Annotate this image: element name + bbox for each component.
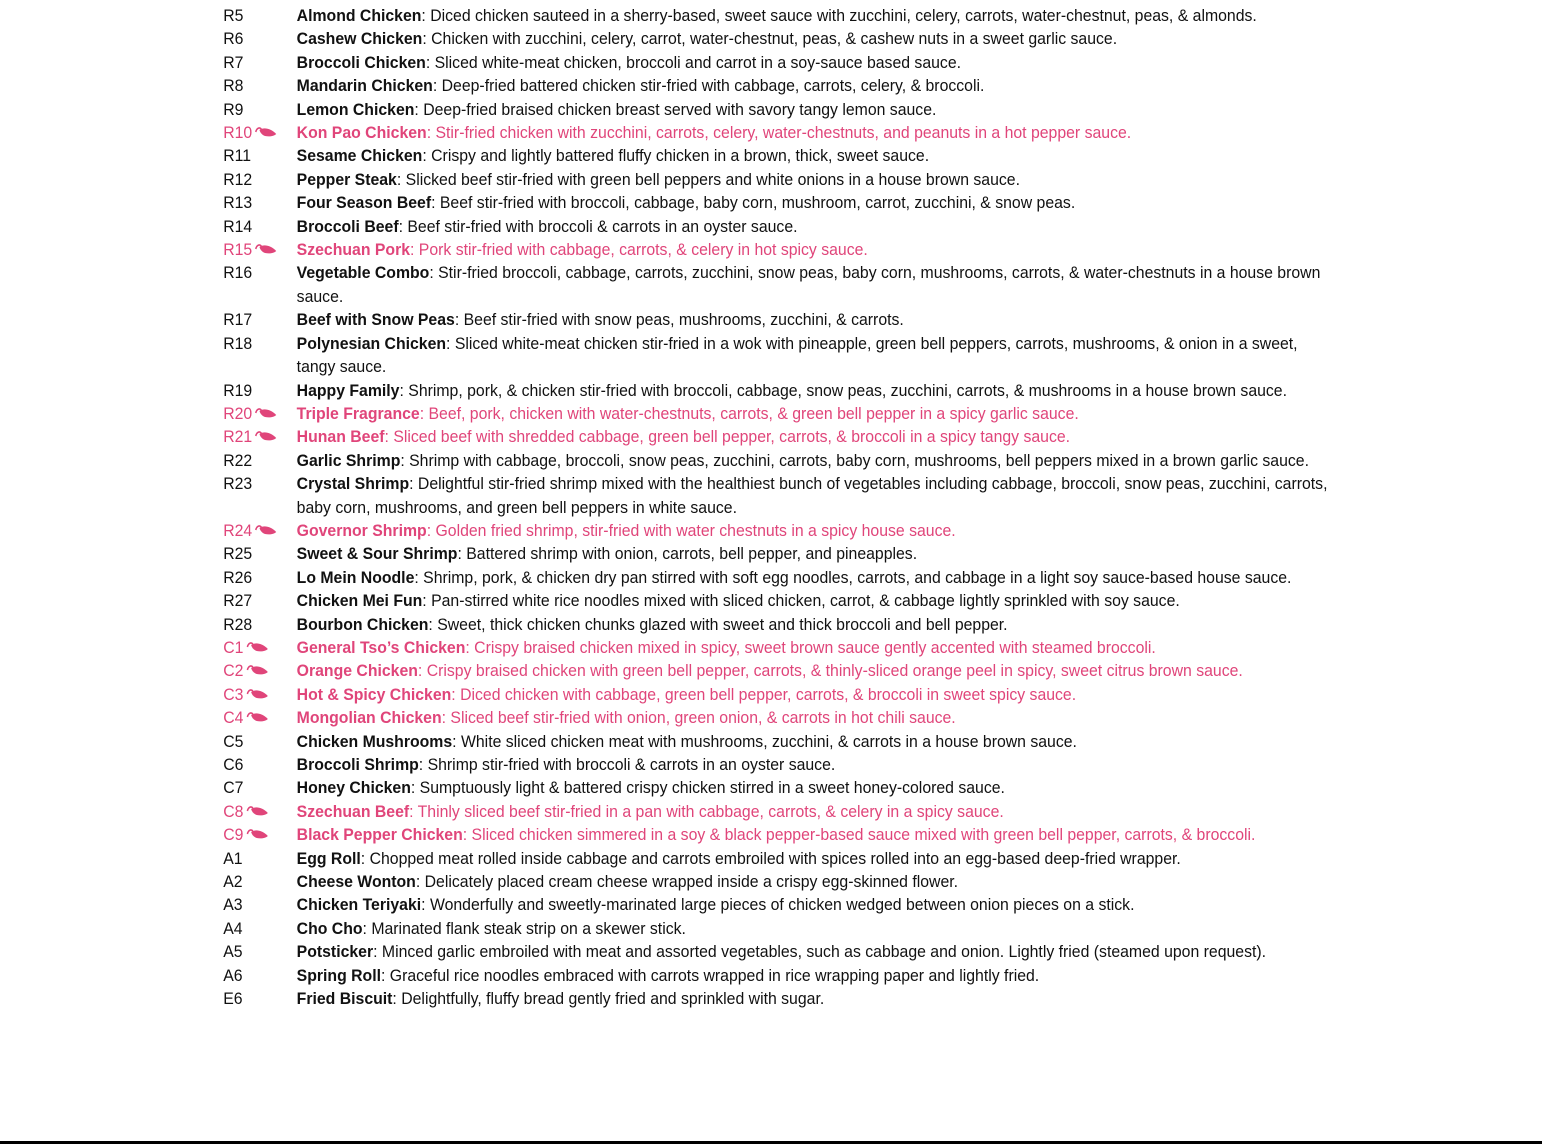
item-text bbox=[297, 425, 1334, 448]
item-name: Happy Family bbox=[296, 380, 400, 400]
item-code-label: R22 bbox=[223, 450, 253, 470]
item-code bbox=[223, 566, 252, 589]
menu-item bbox=[0, 636, 1434, 659]
item-code bbox=[223, 449, 252, 472]
item-name: Chicken Teriyaki bbox=[296, 895, 422, 915]
name-separator: : bbox=[422, 29, 432, 49]
item-text bbox=[297, 98, 1334, 121]
item-code-label: R6 bbox=[223, 29, 244, 49]
name-separator: : bbox=[422, 146, 432, 166]
name-separator: : bbox=[409, 474, 418, 494]
item-code-label: R16 bbox=[223, 263, 253, 283]
item-name: Broccoli Shrimp bbox=[296, 755, 419, 774]
chili-pepper-icon bbox=[245, 664, 269, 677]
menu-item bbox=[0, 4, 1434, 27]
item-name: Cheese Wonton bbox=[296, 872, 416, 892]
item-code-label: C7 bbox=[223, 778, 244, 798]
item-text bbox=[297, 636, 1334, 659]
menu-item bbox=[0, 51, 1434, 74]
item-code-label: R14 bbox=[223, 216, 253, 236]
item-name: Hunan Beef bbox=[296, 427, 385, 447]
item-text bbox=[297, 215, 1334, 238]
item-description: Crispy braised chicken with green bell pepper, carrots, & thinly-sliced orange peel in spicy, sweet citrus brown sauce. bbox=[426, 661, 1243, 681]
item-description: Deep-fried battered chicken stir-fried with cabbage, carrots, celery, & broccoli. bbox=[441, 76, 985, 96]
item-description: Sliced beef with shredded cabbage, green bell pepper, carrots, & broccoli in a spicy tangy sauce. bbox=[393, 427, 1071, 447]
item-code bbox=[223, 51, 243, 74]
name-separator: : bbox=[380, 965, 390, 985]
item-description: Graceful rice noodles embraced with carrots wrapped in rice wrapping paper and lightly fried. bbox=[389, 965, 1040, 985]
item-text bbox=[297, 800, 1334, 823]
name-separator: : bbox=[409, 801, 418, 821]
chili-pepper-icon bbox=[245, 641, 269, 654]
item-description: Diced chicken with cabbage, green bell pepper, carrots, & broccoli in sweet spicy sauce. bbox=[460, 684, 1077, 704]
item-text bbox=[297, 332, 1334, 379]
item-text bbox=[297, 566, 1334, 589]
item-code-label: R9 bbox=[223, 99, 244, 119]
item-text bbox=[297, 730, 1334, 753]
item-text bbox=[297, 893, 1334, 916]
menu-item bbox=[0, 847, 1434, 870]
item-code bbox=[223, 964, 242, 987]
menu-item bbox=[0, 74, 1434, 97]
item-description: Chicken with zucchini, celery, carrot, water-chestnut, peas, & cashew nuts in a sweet garlic sauce. bbox=[431, 29, 1118, 49]
item-description: Shrimp with cabbage, broccoli, snow peas, zucchini, carrots, baby corn, mushrooms, bell peppers mixed in a brown garlic sauce. bbox=[409, 450, 1309, 470]
item-code bbox=[223, 870, 242, 893]
name-separator: : bbox=[398, 216, 408, 236]
item-name: Vegetable Combo bbox=[296, 263, 430, 283]
menu-item bbox=[0, 964, 1434, 987]
item-code bbox=[223, 168, 252, 191]
item-text bbox=[297, 683, 1334, 706]
item-text bbox=[297, 402, 1334, 425]
menu-item bbox=[0, 683, 1434, 706]
name-separator: : bbox=[384, 427, 394, 447]
item-code bbox=[223, 847, 242, 870]
item-code bbox=[223, 191, 252, 214]
name-separator: : bbox=[421, 6, 431, 25]
menu-item bbox=[0, 308, 1434, 331]
item-text bbox=[297, 847, 1334, 870]
menu-item bbox=[0, 144, 1434, 167]
item-name: Orange Chicken bbox=[296, 661, 418, 681]
menu-item bbox=[0, 706, 1434, 729]
item-text bbox=[297, 542, 1334, 565]
item-code-label: R12 bbox=[223, 169, 253, 189]
menu-item bbox=[0, 566, 1434, 589]
menu-item bbox=[0, 800, 1434, 823]
item-name: Spring Roll bbox=[296, 965, 381, 985]
name-separator: : bbox=[428, 614, 438, 634]
name-separator: : bbox=[373, 942, 382, 962]
name-separator: : bbox=[417, 661, 427, 681]
menu-item bbox=[0, 261, 1434, 308]
item-code bbox=[223, 402, 278, 425]
item-text bbox=[297, 776, 1334, 799]
item-text bbox=[297, 613, 1334, 636]
item-description: Crispy and lightly battered fluffy chicken in a brown, thick, sweet sauce. bbox=[431, 146, 930, 166]
item-code-label: C3 bbox=[223, 684, 244, 704]
item-description: Beef stir-fried with broccoli & carrots in an oyster sauce. bbox=[407, 216, 798, 236]
menu-item bbox=[0, 402, 1434, 425]
menu-item bbox=[0, 168, 1434, 191]
menu-item bbox=[0, 379, 1434, 402]
item-code-label: R27 bbox=[223, 591, 253, 611]
item-code-label: C8 bbox=[223, 801, 244, 821]
item-code-label: A3 bbox=[223, 895, 243, 915]
name-separator: : bbox=[429, 263, 439, 283]
item-description: Battered shrimp with onion, carrots, bell pepper, and pineapples. bbox=[466, 544, 918, 564]
item-name: Lo Mein Noodle bbox=[296, 567, 415, 587]
item-text bbox=[297, 753, 1334, 776]
item-text bbox=[297, 940, 1334, 963]
name-separator: : bbox=[425, 52, 435, 72]
item-description: Sweet, thick chicken chunks glazed with sweet and thick broccoli and bell pepper. bbox=[437, 614, 1008, 634]
item-code-label: A4 bbox=[223, 918, 243, 938]
item-text bbox=[297, 27, 1334, 50]
item-code-label: R15 bbox=[223, 240, 253, 260]
item-name: Kon Pao Chicken bbox=[296, 123, 427, 143]
item-name: Sesame Chicken bbox=[296, 146, 423, 166]
item-name: Szechuan Pork bbox=[296, 240, 411, 260]
item-code bbox=[223, 940, 242, 963]
item-code bbox=[223, 472, 252, 495]
item-description: Stir-fried chicken with zucchini, carrots, celery, water-chestnuts, and peanuts in a hot pepper sauce. bbox=[435, 123, 1132, 143]
item-name: Potsticker bbox=[296, 942, 374, 962]
chili-pepper-icon bbox=[245, 688, 269, 701]
menu-item bbox=[0, 940, 1434, 963]
item-code-label: R19 bbox=[223, 380, 253, 400]
item-text bbox=[297, 706, 1334, 729]
item-text bbox=[297, 917, 1334, 940]
chili-pepper-icon bbox=[245, 711, 269, 724]
item-description: Thinly sliced beef stir-fried in a pan with cabbage, carrots, & celery in a spicy sauce. bbox=[417, 801, 1004, 821]
item-description: Sumptuously light & battered crispy chicken stirred in a sweet honey-colored sauce. bbox=[419, 778, 1005, 798]
chili-pepper-icon bbox=[245, 805, 269, 818]
item-name: Hot & Spicy Chicken bbox=[296, 684, 452, 704]
chili-pepper-icon bbox=[254, 407, 278, 420]
name-separator: : bbox=[465, 637, 475, 657]
menu-item bbox=[0, 98, 1434, 121]
item-code bbox=[223, 332, 252, 355]
name-separator: : bbox=[419, 403, 429, 423]
item-description: Sliced chicken simmered in a soy & black pepper-based sauce mixed with green bell pepper, carrots, & broccoli. bbox=[471, 825, 1256, 845]
item-name: Cho Cho bbox=[296, 918, 363, 938]
item-description: Deep-fried braised chicken breast served with savory tangy lemon sauce. bbox=[423, 99, 937, 119]
item-code-label: R20 bbox=[223, 403, 253, 423]
item-code-label: R10 bbox=[223, 123, 253, 143]
item-name: Polynesian Chicken bbox=[296, 333, 447, 353]
item-code-label: R11 bbox=[223, 146, 252, 166]
menu-item bbox=[0, 917, 1434, 940]
item-code bbox=[223, 730, 243, 753]
item-description: White sliced chicken meat with mushrooms, zucchini, & carrots in a house brown sauce. bbox=[460, 731, 1077, 751]
item-text bbox=[297, 987, 1334, 1010]
item-name: Broccoli Chicken bbox=[296, 52, 426, 72]
item-code bbox=[223, 261, 252, 284]
item-name: Governor Shrimp bbox=[296, 520, 427, 540]
item-description: Sliced white-meat chicken stir-fried in a wok with pineapple, green bell peppers, carrots, mushrooms, & onion in a sweet, tangy sauce. bbox=[296, 333, 1298, 377]
item-description: Shrimp, pork, & chicken stir-fried with broccoli, cabbage, snow peas, zucchini, carrots, & mushrooms in a house brown sauce. bbox=[408, 380, 1288, 400]
item-code-label: R24 bbox=[223, 520, 253, 540]
item-code-label: R5 bbox=[223, 6, 244, 25]
item-text bbox=[297, 823, 1334, 846]
item-code-label: R26 bbox=[223, 567, 253, 587]
menu-item bbox=[0, 776, 1434, 799]
item-code-label: R13 bbox=[223, 193, 253, 213]
item-code-label: C5 bbox=[223, 731, 244, 751]
item-code bbox=[223, 425, 278, 448]
item-code bbox=[223, 893, 242, 916]
item-name: Bourbon Chicken bbox=[296, 614, 429, 634]
item-name: Egg Roll bbox=[296, 848, 361, 868]
item-name: Honey Chicken bbox=[296, 778, 411, 798]
item-code bbox=[223, 215, 252, 238]
menu-item bbox=[0, 542, 1434, 565]
item-description: Delicately placed cream cheese wrapped inside a crispy egg-skinned flower. bbox=[424, 872, 959, 892]
item-code bbox=[223, 636, 269, 659]
item-name: Garlic Shrimp bbox=[296, 450, 401, 470]
name-separator: : bbox=[360, 848, 370, 868]
item-name: Sweet & Sour Shrimp bbox=[296, 544, 458, 564]
item-name: Chicken Mushrooms bbox=[296, 731, 453, 751]
item-name: Black Pepper Chicken bbox=[296, 825, 463, 845]
name-separator: : bbox=[418, 755, 428, 774]
item-name: Lemon Chicken bbox=[296, 99, 415, 119]
item-description: Delightful stir-fried shrimp mixed with the healthiest bunch of vegetables including cabbage, broccoli, snow peas, zucchini, carrots, baby corn, mushrooms, and green bell peppers in white sauce. bbox=[296, 474, 1328, 517]
item-name: Broccoli Beef bbox=[296, 216, 399, 236]
item-code bbox=[223, 4, 243, 27]
name-separator: : bbox=[415, 872, 425, 892]
name-separator: : bbox=[400, 450, 410, 470]
item-code-label: R21 bbox=[223, 427, 253, 447]
item-description: Beef, pork, chicken with water-chestnuts, carrots, & green bell pepper in a spicy garlic sauce. bbox=[428, 403, 1079, 423]
item-text bbox=[297, 659, 1334, 682]
item-name: Mandarin Chicken bbox=[296, 76, 433, 96]
item-code-label: R7 bbox=[223, 52, 244, 72]
chili-pepper-icon bbox=[254, 524, 278, 537]
menu-item bbox=[0, 893, 1434, 916]
item-name: Pepper Steak bbox=[296, 169, 397, 189]
menu-item bbox=[0, 613, 1434, 636]
menu-item bbox=[0, 987, 1434, 1010]
name-separator: : bbox=[421, 895, 430, 915]
item-code bbox=[223, 987, 242, 1010]
item-code bbox=[223, 74, 243, 97]
name-separator: : bbox=[410, 240, 419, 260]
menu-item bbox=[0, 659, 1434, 682]
item-code bbox=[223, 519, 278, 542]
item-description: Marinated flank steak strip on a skewer stick. bbox=[371, 918, 686, 938]
item-description: Chopped meat rolled inside cabbage and carrots embroiled with spices rolled into an egg-based deep-fried wrapper. bbox=[369, 848, 1181, 868]
item-name: Almond Chicken bbox=[296, 6, 422, 25]
item-text bbox=[297, 261, 1334, 308]
item-name: Triple Fragrance bbox=[296, 403, 420, 423]
item-code-label: C1 bbox=[223, 637, 244, 657]
item-description: Shrimp, pork, & chicken dry pan stirred with soft egg noodles, carrots, and cabbage in a light soy sauce-based house sauce. bbox=[423, 567, 1292, 587]
item-description: Pork stir-fried with cabbage, carrots, & celery in hot spicy sauce. bbox=[418, 240, 868, 260]
menu-item bbox=[0, 191, 1434, 214]
item-text bbox=[297, 51, 1334, 74]
name-separator: : bbox=[462, 825, 472, 845]
item-description: Golden fried shrimp, stir-fried with water chestnuts in a spicy house sauce. bbox=[435, 520, 956, 540]
name-separator: : bbox=[422, 591, 432, 611]
item-text bbox=[297, 964, 1334, 987]
item-text bbox=[297, 191, 1334, 214]
name-separator: : bbox=[432, 76, 442, 96]
name-separator: : bbox=[399, 380, 409, 400]
item-code-label: E6 bbox=[223, 989, 243, 1009]
item-description: Shrimp stir-fried with broccoli & carrots in an oyster sauce. bbox=[427, 755, 836, 774]
name-separator: : bbox=[426, 520, 436, 540]
item-text bbox=[297, 308, 1334, 331]
item-code bbox=[223, 659, 269, 682]
item-text bbox=[297, 238, 1334, 261]
chili-pepper-icon bbox=[245, 828, 269, 841]
item-name: Crystal Shrimp bbox=[296, 474, 410, 494]
menu-item bbox=[0, 870, 1434, 893]
item-text bbox=[297, 168, 1334, 191]
item-code bbox=[223, 683, 269, 706]
item-name: Cashew Chicken bbox=[296, 29, 423, 49]
item-description: Beef stir-fried with snow peas, mushrooms, zucchini, & carrots. bbox=[463, 310, 904, 330]
item-text bbox=[297, 379, 1334, 402]
item-code-label: R17 bbox=[223, 310, 253, 330]
item-code bbox=[223, 753, 243, 776]
item-code-label: A6 bbox=[223, 965, 243, 985]
name-separator: : bbox=[414, 567, 424, 587]
item-code bbox=[223, 542, 252, 565]
item-code bbox=[223, 589, 252, 612]
item-code bbox=[223, 238, 278, 261]
name-separator: : bbox=[414, 99, 424, 119]
item-description: Crispy braised chicken mixed in spicy, sweet brown sauce gently accented with steamed broccoli. bbox=[474, 637, 1156, 657]
item-code-label: C9 bbox=[223, 825, 244, 845]
name-separator: : bbox=[454, 310, 464, 330]
item-code-label: R28 bbox=[223, 614, 253, 634]
item-description: Slicked beef stir-fried with green bell peppers and white onions in a house brown sauce. bbox=[405, 169, 1020, 189]
name-separator: : bbox=[431, 193, 440, 213]
menu-item bbox=[0, 730, 1434, 753]
name-separator: : bbox=[452, 731, 461, 751]
menu-item bbox=[0, 27, 1434, 50]
item-name: Four Season Beef bbox=[296, 193, 432, 213]
name-separator: : bbox=[441, 708, 451, 728]
menu-item bbox=[0, 519, 1434, 542]
name-separator: : bbox=[446, 333, 455, 353]
item-name: Fried Biscuit bbox=[296, 989, 393, 1009]
menu-item bbox=[0, 753, 1434, 776]
menu-list bbox=[0, 4, 1542, 1010]
chili-pepper-icon bbox=[254, 126, 278, 139]
item-code-label: R8 bbox=[223, 76, 244, 96]
item-code bbox=[223, 98, 243, 121]
item-code bbox=[223, 121, 278, 144]
menu-item bbox=[0, 121, 1434, 144]
item-text bbox=[297, 74, 1334, 97]
chili-pepper-icon bbox=[254, 430, 278, 443]
item-text bbox=[297, 4, 1334, 27]
item-code bbox=[223, 613, 252, 636]
item-name: Szechuan Beef bbox=[296, 801, 410, 821]
item-name: Chicken Mei Fun bbox=[296, 591, 423, 611]
item-code bbox=[223, 379, 252, 402]
item-description: Sliced beef stir-fried with onion, green onion, & carrots in hot chili sauce. bbox=[450, 708, 956, 728]
item-code bbox=[223, 144, 251, 167]
item-code-label: A5 bbox=[223, 942, 243, 962]
menu-item bbox=[0, 215, 1434, 238]
name-separator: : bbox=[396, 169, 406, 189]
item-code-label: C2 bbox=[223, 661, 244, 681]
item-code bbox=[223, 308, 252, 331]
item-text bbox=[297, 121, 1334, 144]
menu-item bbox=[0, 472, 1434, 519]
item-text bbox=[297, 449, 1334, 472]
item-description: Diced chicken sauteed in a sherry-based, sweet sauce with zucchini, celery, carrots, water-chestnut, peas, & almonds. bbox=[430, 6, 1257, 25]
menu-item bbox=[0, 449, 1434, 472]
item-description: Wonderfully and sweetly-marinated large pieces of chicken wedged between onion pieces on a stick. bbox=[429, 895, 1135, 915]
item-code bbox=[223, 776, 243, 799]
item-description: Pan-stirred white rice noodles mixed with sliced chicken, carrot, & cabbage lightly sprinkled with soy sauce. bbox=[431, 591, 1180, 611]
item-description: Sliced white-meat chicken, broccoli and carrot in a soy-sauce based sauce. bbox=[434, 52, 962, 72]
item-code bbox=[223, 800, 269, 823]
menu-item bbox=[0, 332, 1434, 379]
item-text bbox=[297, 870, 1334, 893]
menu-item bbox=[0, 425, 1434, 448]
name-separator: : bbox=[362, 918, 372, 938]
item-code bbox=[223, 27, 243, 50]
item-name: Beef with Snow Peas bbox=[296, 310, 455, 330]
item-description: Delightfully, fluffy bread gently fried and sprinkled with sugar. bbox=[401, 989, 825, 1009]
item-code-label: R18 bbox=[223, 333, 253, 353]
item-name: Mongolian Chicken bbox=[296, 708, 442, 728]
menu-item bbox=[0, 823, 1434, 846]
item-text bbox=[297, 472, 1334, 519]
item-name: General Tso’s Chicken bbox=[296, 637, 466, 657]
item-code bbox=[223, 706, 269, 729]
item-description: Stir-fried broccoli, cabbage, carrots, zucchini, snow peas, baby corn, mushrooms, carrots, & water-chestnuts in a house brown sauce. bbox=[296, 263, 1321, 306]
menu-item bbox=[0, 589, 1434, 612]
item-description: Beef stir-fried with broccoli, cabbage, baby corn, mushroom, carrot, zucchini, & snow peas. bbox=[439, 193, 1076, 213]
item-text bbox=[297, 144, 1334, 167]
item-code-label: C6 bbox=[223, 755, 244, 774]
name-separator: : bbox=[410, 778, 420, 798]
chili-pepper-icon bbox=[254, 243, 278, 256]
item-description: Minced garlic embroiled with meat and assorted vegetables, such as cabbage and onion. Lightly fried (steamed upon request). bbox=[381, 942, 1267, 962]
item-code-label: A2 bbox=[223, 872, 243, 892]
item-code bbox=[223, 823, 269, 846]
name-separator: : bbox=[457, 544, 467, 564]
name-separator: : bbox=[392, 989, 402, 1009]
item-code-label: R25 bbox=[223, 544, 253, 564]
name-separator: : bbox=[426, 123, 436, 143]
item-code bbox=[223, 917, 242, 940]
item-code-label: C4 bbox=[223, 708, 244, 728]
item-text bbox=[297, 519, 1334, 542]
menu-item bbox=[0, 238, 1434, 261]
item-code-label: A1 bbox=[223, 848, 243, 868]
item-code-label: R23 bbox=[223, 474, 253, 494]
item-text bbox=[297, 589, 1334, 612]
name-separator: : bbox=[451, 684, 461, 704]
